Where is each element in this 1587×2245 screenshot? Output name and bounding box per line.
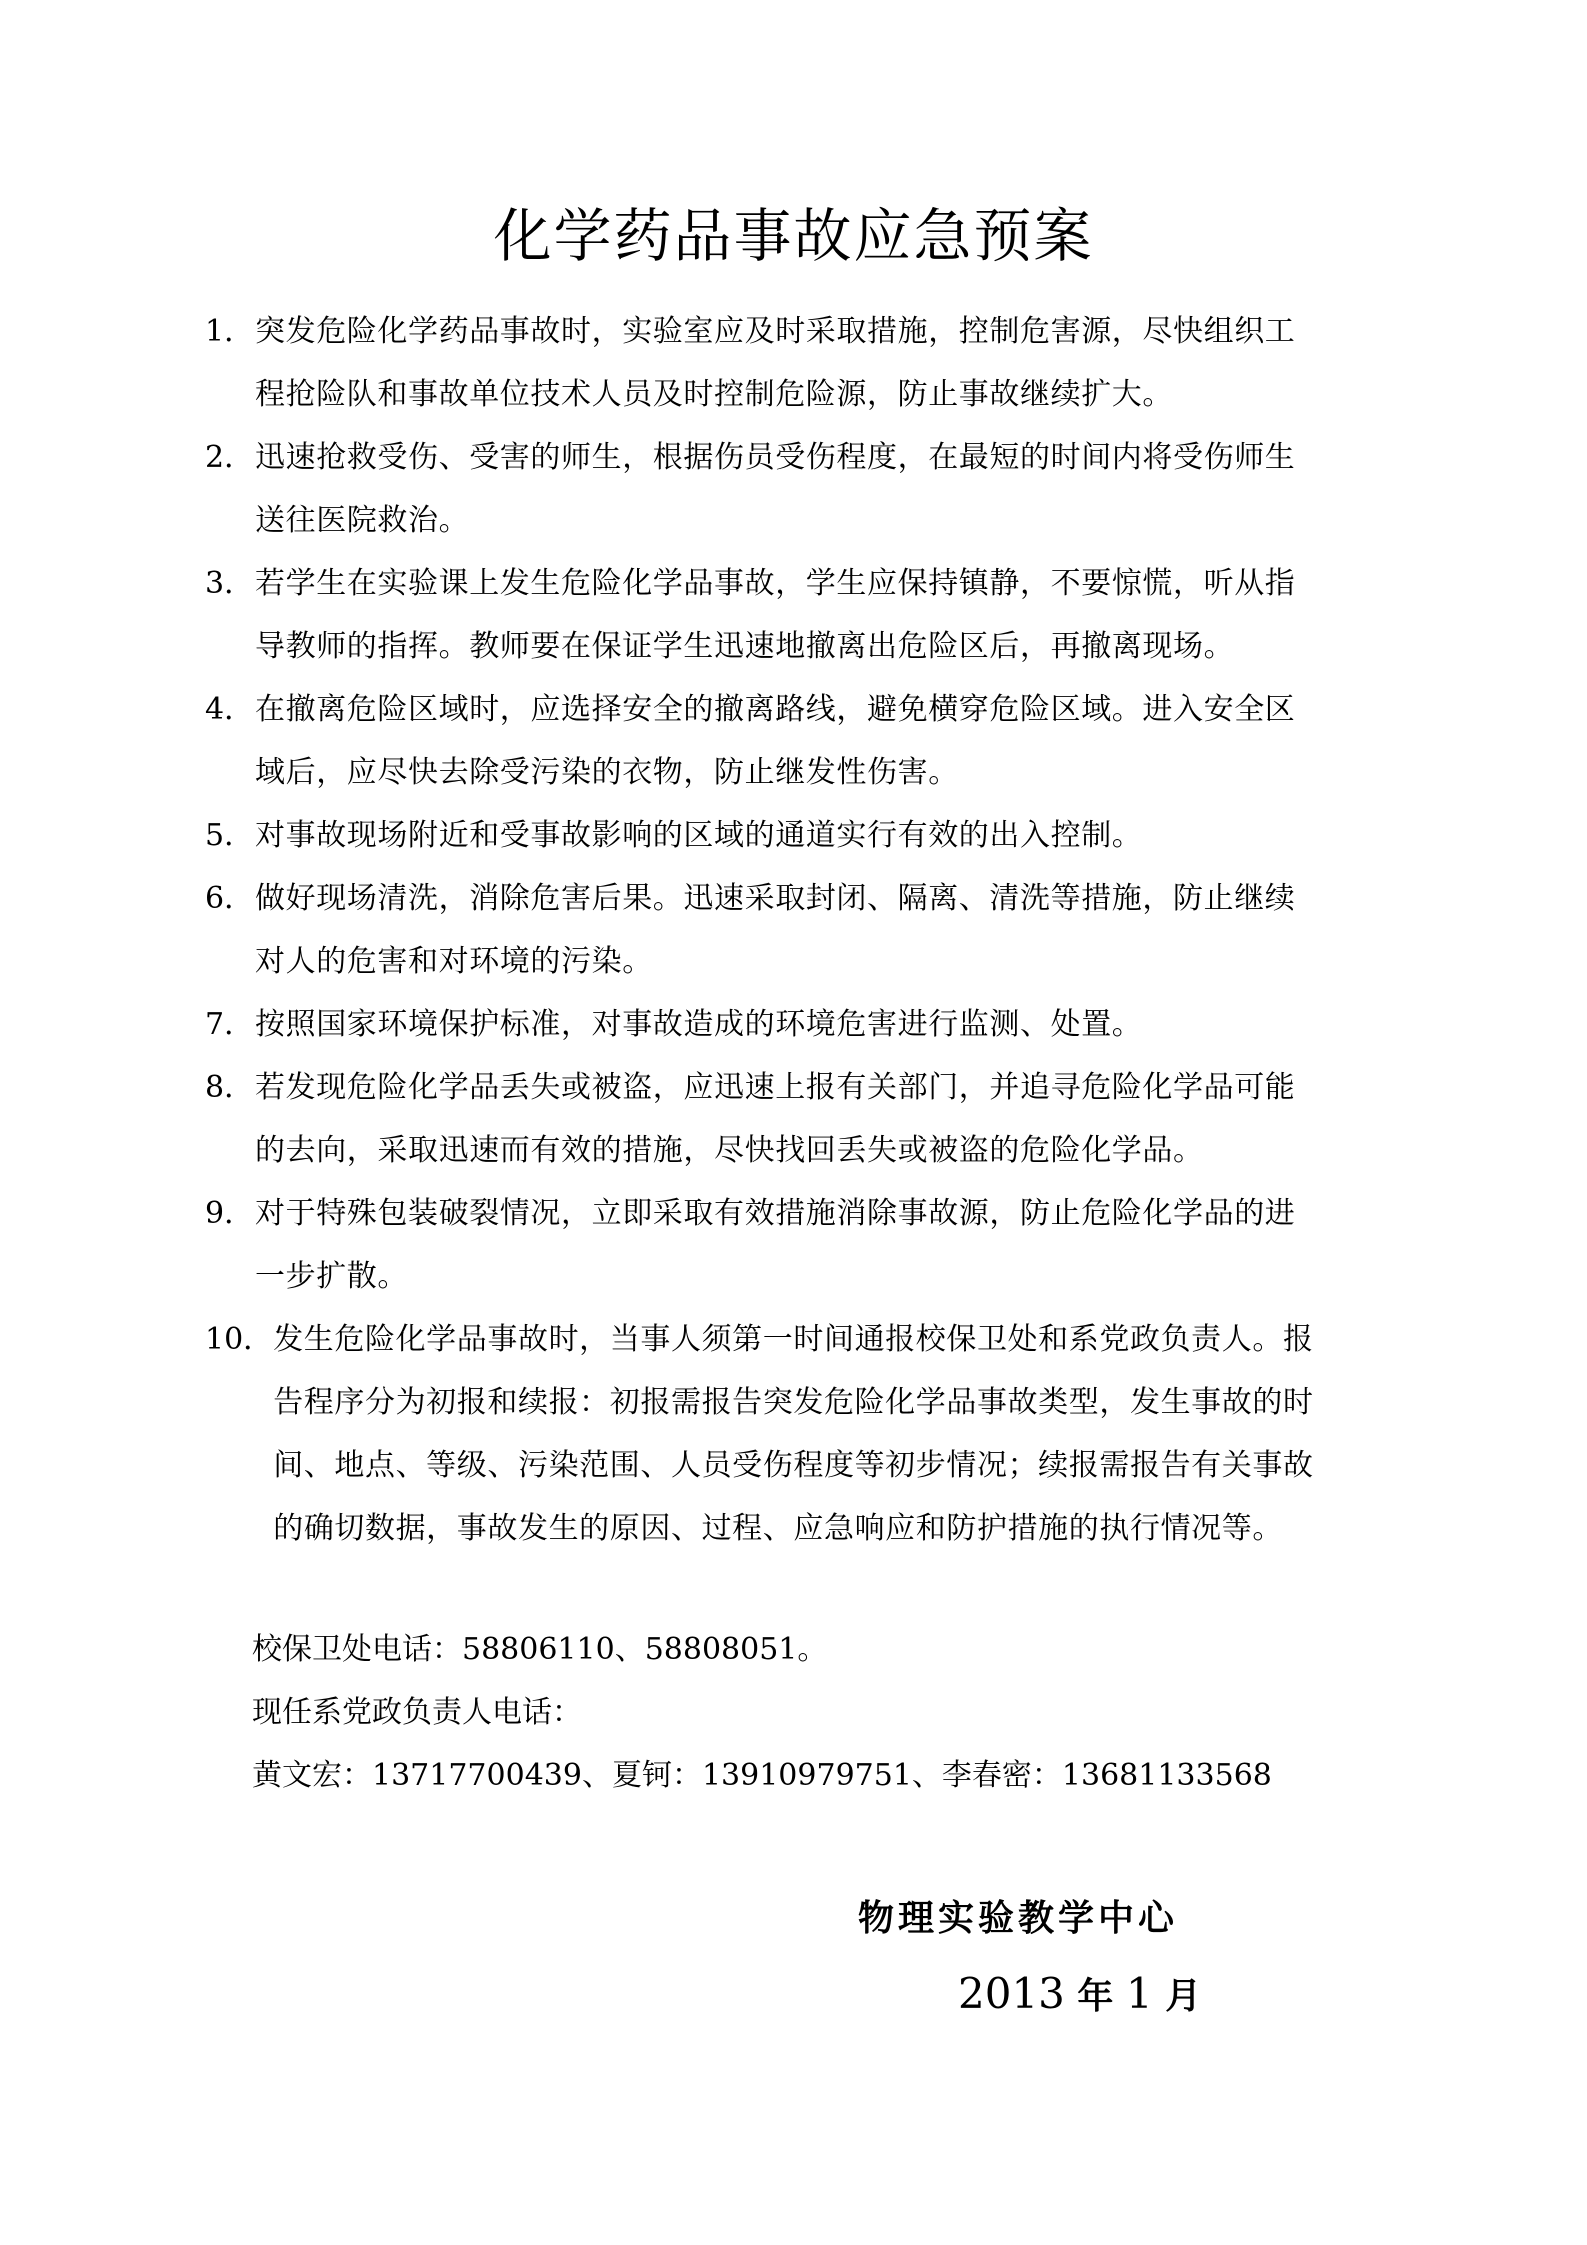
list-item	[205, 993, 1365, 1056]
item-text: 发生危险化学品事故时，当事人须第一时间通报校保卫处和系党政负责人。报 告程序分为初报和续报：初报需报告突发危险化学品事故类型，发生事故的时 间、地点、等级、污染范围、人员受伤程度等初步情况；续报需报告有关事故 的确切数据，事故发生的原因、过程、应急响应和防护措施的执行情况等。	[273, 1322, 1314, 1546]
signature-date	[958, 1968, 1201, 2019]
item-number: 6．	[205, 881, 255, 916]
date-year-unit: 年	[1064, 1976, 1126, 2017]
leaders-phone-list: 黄文宏：13717700439、夏钶：13910979751、李春密：13681133568	[252, 1758, 1272, 1793]
item-text: 迅速抢救受伤、受害的师生，根据伤员受伤程度，在最短的时间内将受伤师生 送往医院救治。	[255, 440, 1296, 538]
procedure-list	[205, 300, 1365, 1560]
leaders-phone-label: 现任系党政负责人电话：	[252, 1695, 582, 1730]
list-item	[205, 678, 1365, 804]
list-item	[205, 552, 1365, 678]
list-item	[205, 1056, 1365, 1182]
security-office-phone: 校保卫处电话：58806110、58808051。	[252, 1632, 828, 1667]
list-item	[205, 1182, 1365, 1308]
item-text: 在撤离危险区域时，应选择安全的撤离路线，避免横穿危险区域。进入安全区 域后，应尽快去除受污染的衣物，防止继发性伤害。	[255, 692, 1296, 790]
item-text: 突发危险化学药品事故时，实验室应及时采取措施，控制危害源，尽快组织工 程抢险队和事故单位技术人员及时控制危险源，防止事故继续扩大。	[255, 314, 1296, 412]
item-text: 若发现危险化学品丢失或被盗，应迅速上报有关部门，并追寻危险化学品可能 的去向，采取迅速而有效的措施，尽快找回丢失或被盗的危险化学品。	[255, 1070, 1296, 1168]
item-text: 对事故现场附近和受事故影响的区域的通道实行有效的出入控制。	[255, 818, 1143, 853]
date-month-unit: 月	[1152, 1976, 1202, 2017]
item-number: 5．	[205, 818, 255, 853]
list-item	[205, 426, 1365, 552]
item-number: 7．	[205, 1007, 255, 1042]
list-item	[205, 300, 1365, 426]
list-item	[205, 804, 1365, 867]
item-number: 9．	[205, 1196, 255, 1231]
item-number: 8．	[205, 1070, 255, 1105]
item-text: 对于特殊包装破裂情况，立即采取有效措施消除事故源，防止危险化学品的进 一步扩散。	[255, 1196, 1296, 1294]
signature-organization: 物理实验教学中心	[858, 1898, 1179, 1939]
item-number: 4．	[205, 692, 255, 727]
document-title: 化学药品事故应急预案	[493, 202, 1094, 270]
list-item	[205, 1308, 1365, 1560]
date-month: 1	[1125, 1969, 1153, 2018]
contact-info	[252, 1618, 1352, 1807]
date-year: 2013	[958, 1969, 1065, 2018]
item-text: 若学生在实验课上发生危险化学品事故，学生应保持镇静，不要惊慌，听从指 导教师的指挥。教师要在保证学生迅速地撤离出危险区后，再撤离现场。	[255, 566, 1296, 664]
item-number: 10．	[205, 1322, 274, 1357]
item-number: 3．	[205, 566, 255, 601]
item-number: 2．	[205, 440, 255, 475]
item-text: 做好现场清洗，消除危害后果。迅速采取封闭、隔离、清洗等措施，防止继续 对人的危害和对环境的污染。	[255, 881, 1296, 979]
item-number: 1．	[205, 314, 255, 349]
list-item	[205, 867, 1365, 993]
item-text: 按照国家环境保护标准，对事故造成的环境危害进行监测、处置。	[255, 1007, 1143, 1042]
